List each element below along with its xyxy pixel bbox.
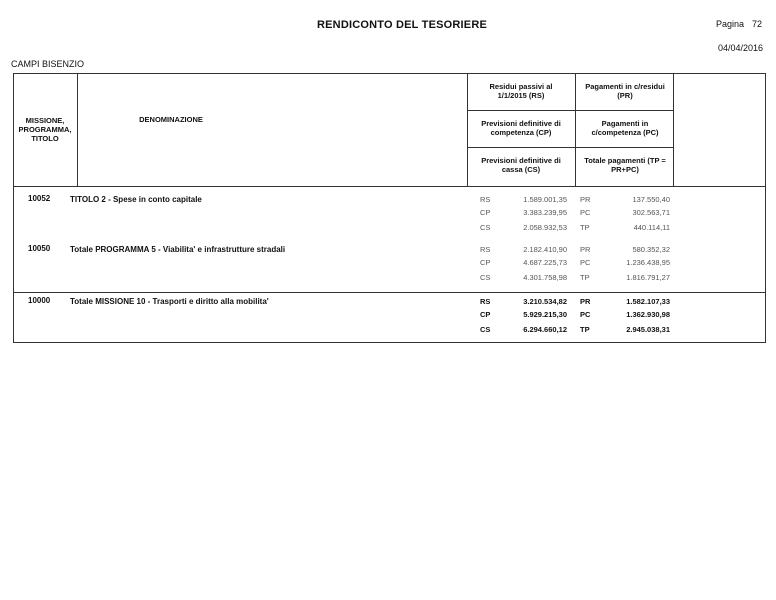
row-value: 4.301.758,98 — [523, 273, 567, 282]
row-value: 302.563,71 — [632, 208, 670, 217]
row-value: 2.058.932,53 — [523, 223, 567, 232]
row-label: TP — [580, 325, 590, 334]
page-label: Pagina — [716, 19, 745, 29]
row-label: TP — [580, 223, 590, 232]
row-value: 580.352,32 — [632, 245, 670, 254]
header-pc: Pagamenti in c/competenza (PC) — [591, 119, 659, 137]
row-value: 1.816.791,27 — [626, 273, 670, 282]
row-label: CS — [480, 223, 491, 232]
row-label: PC — [580, 208, 591, 217]
header-divider-mid — [575, 73, 576, 186]
header-pr: Pagamenti in c/residui (PR) — [585, 82, 665, 100]
row-label: RS — [480, 297, 491, 306]
row-value: 5.929.215,30 — [523, 310, 567, 319]
header-cp: Previsioni definitive di competenza (CP) — [481, 119, 561, 137]
header-divider-left — [467, 73, 468, 186]
row-value: 2.945.038,31 — [626, 325, 670, 334]
header-bottom-line — [13, 186, 766, 187]
header-rs: Residui passivi al 1/1/2015 (RS) — [489, 82, 553, 100]
header-divider-code — [77, 73, 78, 186]
row-code: 10000 — [28, 296, 51, 305]
header-hline-1 — [467, 110, 674, 111]
row-label: TP — [580, 273, 590, 282]
row-value: 1.589.001,35 — [523, 195, 567, 204]
page-number: 72 — [752, 19, 763, 29]
row-code: 10052 — [28, 194, 51, 203]
header-tp: Totale pagamenti (TP = PR+PC) — [584, 156, 666, 174]
row-label: RS — [480, 195, 491, 204]
row-value: 3.210.534,82 — [523, 297, 567, 306]
report-title: RENDICONTO DEL TESORIERE — [317, 19, 488, 31]
row-label: PC — [580, 310, 591, 319]
row-label: PR — [580, 245, 591, 254]
header-name-col: DENOMINAZIONE — [139, 115, 203, 124]
row-label: CS — [480, 325, 491, 334]
row-value: 2.182.410,90 — [523, 245, 567, 254]
row-value: 3.383.239,95 — [523, 208, 567, 217]
row-value: 137.550,40 — [632, 195, 670, 204]
row-value: 1.362.930,98 — [626, 310, 670, 319]
row-label: PC — [580, 258, 591, 267]
row-label: PR — [580, 195, 591, 204]
header-hline-2 — [467, 147, 674, 148]
row-label: CP — [480, 258, 491, 267]
row-label: RS — [480, 245, 491, 254]
row-code: 10050 — [28, 244, 51, 253]
report-date: 04/04/2016 — [718, 43, 764, 53]
row-name: Totale MISSIONE 10 - Trasporti e diritto alla mobilita' — [70, 297, 269, 306]
row-name: Totale PROGRAMMA 5 - Viabilita' e infrastrutture stradali — [70, 245, 286, 254]
row-label: CP — [480, 310, 491, 319]
row-value: 1.236.438,95 — [626, 258, 670, 267]
header-code-col: MISSIONE, PROGRAMMA, TITOLO — [18, 116, 72, 143]
mission-separator — [13, 292, 766, 293]
row-value: 440.114,11 — [633, 223, 670, 232]
entity-name: CAMPI BISENZIO — [11, 59, 85, 69]
header-cs: Previsioni definitive di cassa (CS) — [481, 156, 561, 174]
row-value: 4.687.225,73 — [523, 258, 567, 267]
row-label: CP — [480, 208, 491, 217]
row-value: 6.294.660,12 — [523, 325, 567, 334]
row-label: PR — [580, 297, 591, 306]
row-label: CS — [480, 273, 491, 282]
row-value: 1.582.107,33 — [626, 297, 670, 306]
row-name: TITOLO 2 - Spese in conto capitale — [70, 195, 202, 204]
header-divider-right — [673, 73, 674, 186]
